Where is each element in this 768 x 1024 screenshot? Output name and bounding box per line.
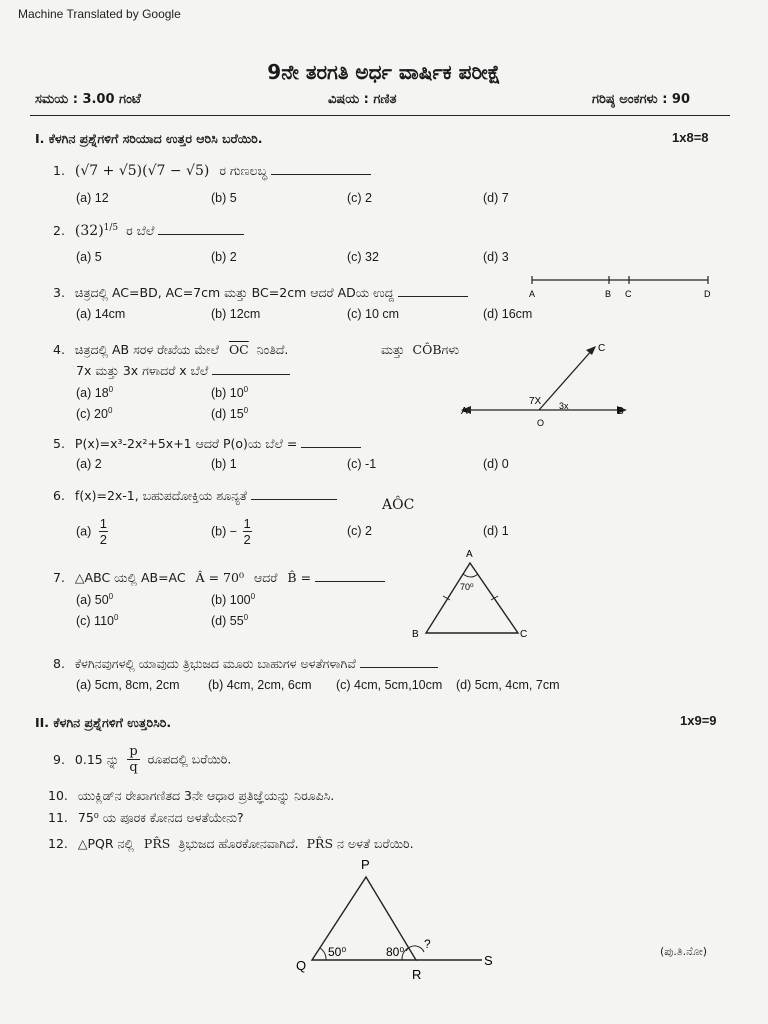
q5-text: P(x)=x³-2x²+5x+1 ಆದರೆ P(o)ಯ ಬೆಲೆ = xyxy=(74,436,298,451)
q3-option-b: (b) 12cm xyxy=(211,307,261,321)
q5-option-a: (a) 2 xyxy=(76,457,102,471)
q4-point-a: A xyxy=(461,406,468,417)
q4-text-2: ನಿಂತಿದೆ. xyxy=(256,342,289,357)
q2-text: ರ ಬೆಲೆ xyxy=(126,223,155,239)
q4-line2-text: 7x ಮತ್ತು 3x ಗಳಾದರೆ x ಬೆಲೆ xyxy=(76,363,209,378)
q4-option-a: (a) $18^0$ xyxy=(76,385,114,401)
exam-max-marks: ಗರಿಷ್ಠ ಅಂಕಗಳು : 90 xyxy=(592,92,691,107)
q7-option-b: (b) $100^0$ xyxy=(211,592,256,608)
q8-answer-blank xyxy=(360,657,438,668)
q8-option-c: (c) 4cm, 5cm,10cm xyxy=(336,678,443,692)
q3-text: ಚಿತ್ರದಲ್ಲಿ AC=BD, AC=7cm ಮತ್ತು BC=2cm ಆದರೆ ADಯ ಉದ್ದ xyxy=(74,285,394,300)
q12-point-r: R xyxy=(412,967,422,982)
q7-option-a: (a) $50^0$ xyxy=(76,592,114,608)
q12-angle-q: 50⁰ xyxy=(328,945,347,959)
q12-text-1: △PQR ನಲ್ಲಿ xyxy=(77,836,134,851)
q9-pre: 0.15 ನ್ನು xyxy=(74,751,120,767)
q2 xyxy=(53,223,244,239)
q12-angle-prs-2: PR̂S xyxy=(306,836,334,851)
q4-answer-blank xyxy=(212,364,290,375)
q1-answer-blank xyxy=(271,164,371,175)
q4-option-b: (b) $10^0$ xyxy=(211,385,249,401)
q6-text: f(x)=2x-1, ಬಹುಪದೋಕ್ತಿಯ ಶೂನ್ಯತೆ xyxy=(74,488,247,503)
q5 xyxy=(53,436,361,452)
q7-option-d: (d) $55^0$ xyxy=(211,613,249,629)
q9 xyxy=(53,744,231,775)
q8-option-d: (d) 5cm, 4cm, 7cm xyxy=(456,678,560,692)
q7-triangle-figure xyxy=(408,545,538,645)
q4-point-b: B xyxy=(617,406,624,417)
q1-expression: (√7 + √5)(√7 − √5) xyxy=(74,163,210,179)
q7-point-c: C xyxy=(520,629,528,640)
q3-point-c: C xyxy=(625,289,632,299)
q5-number: 5. xyxy=(53,436,65,451)
q4-line2 xyxy=(76,363,290,379)
q10 xyxy=(48,788,334,804)
q1-option-c: (c) 2 xyxy=(347,191,372,205)
q12-number: 12. xyxy=(48,836,68,851)
q3-option-a: (a) 14cm xyxy=(76,307,126,321)
q1-option-b: (b) 5 xyxy=(211,191,237,205)
q4-cont xyxy=(381,342,459,358)
q6-answer-blank xyxy=(251,489,337,500)
q4-text-1: ಚಿತ್ರದಲ್ಲಿ AB ಸರಳ ರೇಖೆಯ ಮೇಲೆ xyxy=(74,342,219,357)
q3-point-a: A xyxy=(529,289,536,299)
q2-option-d: (d) 3 xyxy=(483,250,509,264)
machine-translated-label: Machine Translated by Google xyxy=(18,7,181,21)
q12-point-q: Q xyxy=(296,958,307,973)
q2-exponent: 1/5 xyxy=(103,223,119,233)
q4-angle-aoc: AÔC xyxy=(382,497,415,513)
q4-option-c: (c) $20^0$ xyxy=(76,406,113,422)
q10-text: ಯುಕ್ಲಿಡ್‌ನ ರೇಖಾಗಣಿತದ 3ನೇ ಆಧಾರ ಪ್ರತಿಜ್ಞೆಯನ್ನು ನಿರೂಪಿಸಿ. xyxy=(77,788,335,803)
q12-triangle-figure xyxy=(290,855,505,985)
q7-option-c: (c) $110^0$ xyxy=(76,613,119,629)
section1-marks: 1x8=8 xyxy=(672,130,709,145)
q12-text-2: ತ್ರಿಭುಜದ ಹೊರಕೋನವಾಗಿದೆ. xyxy=(178,836,299,851)
q8-number: 8. xyxy=(53,656,65,671)
q3-option-d: (d) 16cm xyxy=(483,307,533,321)
q7 xyxy=(53,570,385,586)
exam-title: 9ನೇ ತರಗತಿ ಅರ್ಧ ವಾರ್ಷಿಕ ಪರೀಕ್ಷೆ xyxy=(267,60,501,84)
exam-subject: ವಿಷಯ : ಗಣಿತ xyxy=(328,92,397,107)
q4-point-c: C xyxy=(598,343,606,354)
q4-point-o: O xyxy=(537,418,545,428)
q4-angle-7x: 7X xyxy=(529,396,542,407)
q6-option-a: (a) $\frac{1}{2}$ xyxy=(76,516,107,547)
q2-option-c: (c) 32 xyxy=(347,250,379,264)
q12-text-3: ನ ಅಳತೆ ಬರೆಯಿರಿ. xyxy=(337,836,414,851)
q12-unknown-angle: ? xyxy=(424,937,431,951)
q7-text-2: ಆದರೆ xyxy=(253,570,278,585)
header-divider xyxy=(30,115,730,116)
q5-answer-blank xyxy=(301,437,361,448)
q7-answer-blank xyxy=(315,571,385,582)
section2-marks: 1x9=9 xyxy=(680,713,717,728)
q12-point-s: S xyxy=(484,953,493,968)
q6-number: 6. xyxy=(53,488,65,503)
q4 xyxy=(53,342,288,358)
q3-point-d: D xyxy=(704,289,711,299)
exam-time: ಸಮಯ : 3.00 ಗಂಟೆ xyxy=(35,92,141,107)
q6 xyxy=(53,488,337,504)
q3-number: 3. xyxy=(53,285,65,300)
q5-option-d: (d) 0 xyxy=(483,457,509,471)
q11-text: 75⁰ ಯ ಪೂರಕ ಕೋನದ ಅಳತೆಯೇನು? xyxy=(77,810,244,825)
section2-heading: II. ಕೆಳಗಿನ ಪ್ರಶ್ನೆಗಳಿಗೆ ಉತ್ತರಿಸಿರಿ. xyxy=(35,715,172,730)
q8 xyxy=(53,656,438,672)
q7-text-1: △ABC ಯಲ್ಲಿ AB=AC xyxy=(74,570,186,585)
q7-ask: B̂ = xyxy=(287,570,312,585)
q7-condition: Â = 70⁰ xyxy=(195,570,244,585)
q4-angle-figure xyxy=(455,336,645,431)
q8-option-a: (a) 5cm, 8cm, 2cm xyxy=(76,678,180,692)
q9-number: 9. xyxy=(53,752,65,767)
q1-number: 1. xyxy=(53,163,65,178)
page-turn-note: (ಪು.ತಿ.ನೋ) xyxy=(660,945,708,958)
q8-text: ಕೆಳಗಿನವುಗಳಲ್ಲಿ ಯಾವುದು ತ್ರಿಭುಜದ ಮೂರು ಬಾಹುಗಳ ಅಳತೆಗಳಾಗಿವೆ xyxy=(74,656,356,671)
q12-angle-prs: PR̂S xyxy=(143,836,171,851)
q6-option-b: (b) − $\frac{1}{2}$ xyxy=(211,516,251,547)
q1 xyxy=(53,163,371,179)
q12 xyxy=(48,836,414,852)
q2-option-b: (b) 2 xyxy=(211,250,237,264)
q4-angle-cob: CÔB xyxy=(412,342,442,357)
q2-option-a: (a) 5 xyxy=(76,250,102,264)
q12-point-p: P xyxy=(361,857,370,872)
q6-option-d: (d) 1 xyxy=(483,524,509,538)
q3 xyxy=(53,285,468,301)
q5-option-b: (b) 1 xyxy=(211,457,237,471)
q4-option-d: (d) $15^0$ xyxy=(211,406,249,422)
section1-heading: I. ಕೆಳಗಿನ ಪ್ರಶ್ನೆಗಳಿಗೆ ಸರಿಯಾದ ಉತ್ತರ ಆರಿಸಿ ಬರೆಯಿರಿ. xyxy=(35,131,263,146)
q9-post: ರೂಪದಲ್ಲಿ ಬರೆಯಿರಿ. xyxy=(147,751,232,767)
q7-point-b: B xyxy=(412,629,419,640)
q11-number: 11. xyxy=(48,810,68,825)
q7-point-a: A xyxy=(466,549,473,560)
q3-option-c: (c) 10 cm xyxy=(347,307,400,321)
q12-angle-r: 80⁰ xyxy=(386,945,405,959)
q4-angle-3x: 3x xyxy=(559,401,569,411)
q3-point-b: B xyxy=(605,289,612,299)
q2-number: 2. xyxy=(53,223,65,239)
q3-answer-blank xyxy=(398,286,468,297)
q2-expression: (32) xyxy=(74,223,104,240)
q6-option-c: (c) 2 xyxy=(347,524,372,538)
q1-option-d: (d) 7 xyxy=(483,191,509,205)
q1-option-a: (a) 12 xyxy=(76,191,109,205)
q8-option-b: (b) 4cm, 2cm, 6cm xyxy=(208,678,312,692)
q9-fraction: $\frac{p}{q}$ xyxy=(129,744,138,775)
q4-ray-oc: $\overline{OC}$ xyxy=(228,342,249,357)
q3-line-figure xyxy=(526,272,716,302)
q1-text: ರ ಗುಣಲಬ್ಧ xyxy=(219,163,268,178)
q4-number: 4. xyxy=(53,342,65,357)
q4-text-4: ಗಳು xyxy=(441,342,460,357)
q7-angle-label: 70⁰ xyxy=(460,582,474,592)
q4-text-3: ಮತ್ತು xyxy=(381,342,405,357)
q11 xyxy=(48,810,244,826)
q10-number: 10. xyxy=(48,788,68,803)
q5-option-c: (c) -1 xyxy=(347,457,377,471)
q2-answer-blank xyxy=(158,224,244,235)
q7-number: 7. xyxy=(53,570,65,585)
